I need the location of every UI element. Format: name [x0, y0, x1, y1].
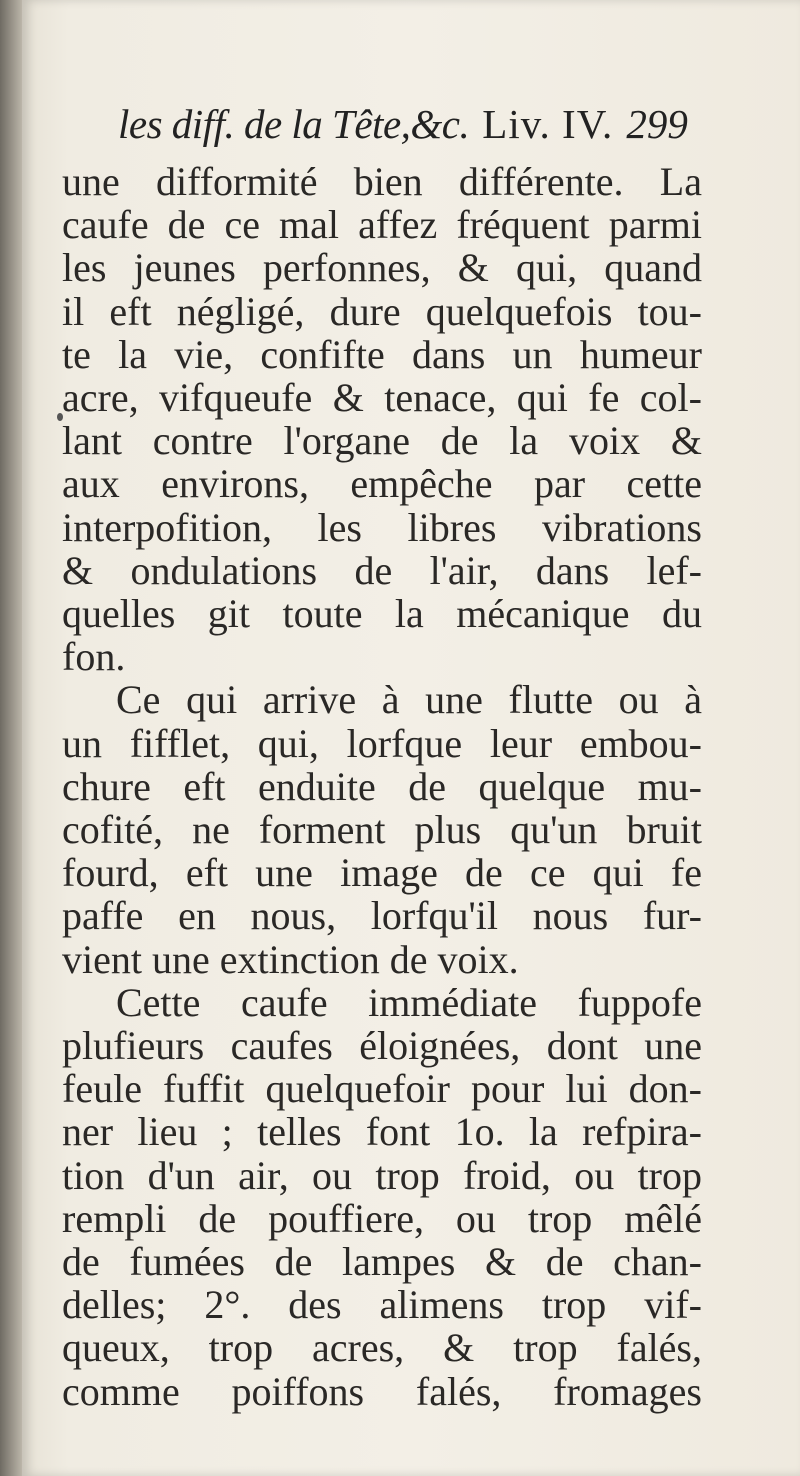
text-line: rempli de pouffiere, ou trop mêlé: [62, 1195, 702, 1241]
text-line: quelles git toute la mécanique du: [62, 591, 702, 637]
text-line: plufieurs caufes éloignées, dont une: [62, 1023, 702, 1069]
text-line: caufe de ce mal affez fréquent parmi: [62, 202, 702, 248]
text-line: te la vie, confifte dans un humeur: [62, 331, 702, 377]
header-title: les diff. de la Tête,&c.: [118, 101, 470, 147]
text-line: ner lieu ; telles font 1o. la refpira-: [62, 1109, 702, 1155]
paragraph-start-line: Cette caufe immédiate fuppofe: [116, 979, 702, 1025]
text-line: lant contre l'organe de la voix &: [62, 418, 702, 464]
text-line: une difformité bien différente. La: [62, 159, 702, 204]
text-line: & ondulations de l'air, dans lef-: [62, 547, 702, 593]
text-line: feule fuffit quelquefoir pour lui don-: [62, 1066, 702, 1112]
text-line: paffe en nous, lorfqu'il nous fur-: [62, 893, 702, 939]
text-line: il eft négligé, dure quelquefois tou-: [62, 288, 702, 334]
text-line: de fumées de lampes & de chan-: [62, 1239, 702, 1285]
text-line: acre, vifqueufe & tenace, qui fe col-: [62, 375, 702, 421]
text-line: chure eft enduite de quelque mu-: [62, 763, 702, 809]
paragraph-start-line: Ce qui arrive à une flutte ou à: [116, 677, 702, 723]
text-line: delles; 2°. des alimens trop vif-: [62, 1282, 702, 1328]
text-line: cofité, ne forment plus qu'un bruit: [62, 807, 702, 853]
text-line: queux, trop acres, & trop falés,: [62, 1325, 702, 1371]
text-line: un fifflet, qui, lorfque leur embou-: [62, 720, 702, 766]
text-line: tion d'un air, ou trop froid, ou trop: [62, 1152, 702, 1198]
text-line: fon.: [62, 634, 126, 680]
page-number: 299: [626, 101, 688, 147]
text-line: vient une extinction de voix.: [62, 936, 519, 982]
header-book-section: Liv. IV.: [482, 101, 614, 147]
text-line: les jeunes perfonnes, & qui, quand: [62, 245, 702, 291]
body-text: [62, 160, 702, 1413]
text-line: comme poiffons falés, fromages: [62, 1368, 702, 1414]
text-line: fourd, eft une image de ce qui fe: [62, 850, 702, 896]
text-line: interpofition, les libres vibrations: [62, 504, 702, 550]
running-header: [118, 100, 778, 156]
text-line: aux environs, empêche par cette: [62, 461, 702, 507]
